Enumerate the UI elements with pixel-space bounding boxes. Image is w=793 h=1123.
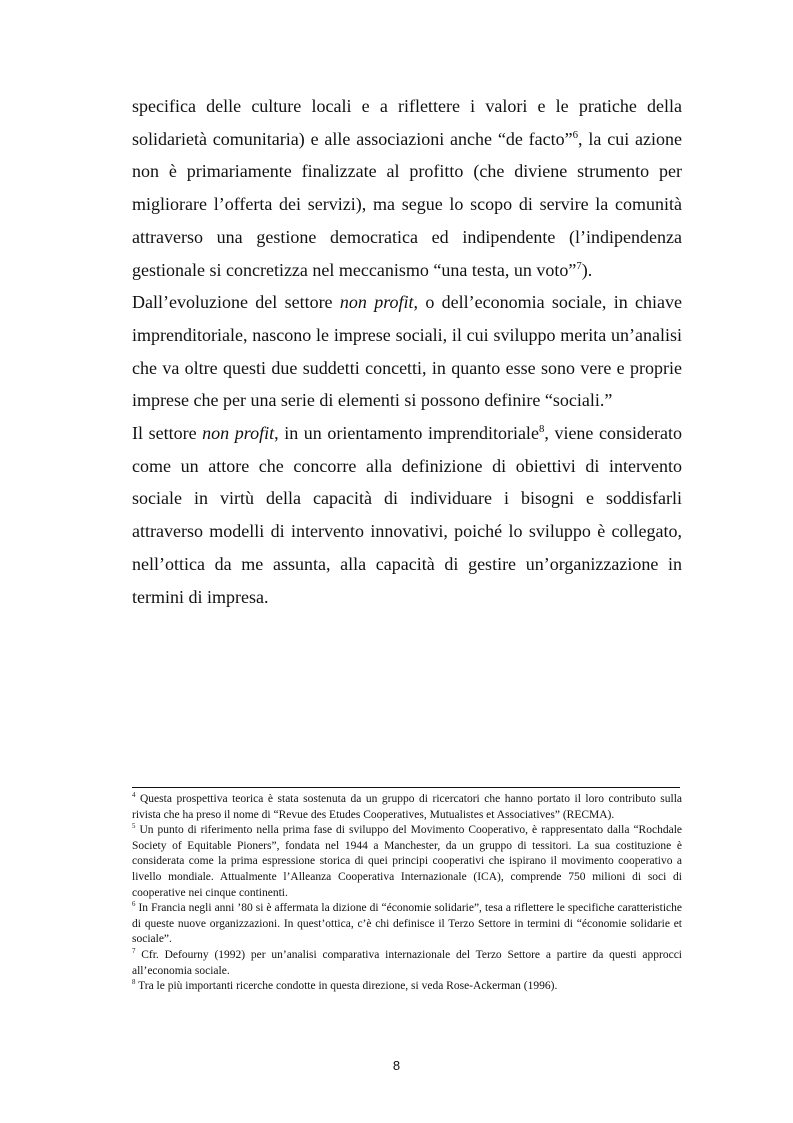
paragraph-text: ). [581,259,593,280]
paragraph-text: , viene considerato come un attore che concorre alla definizione di obiettivi di intervento sociale in virtù della capacità di individuare i bisogni e soddisfarli attraverso modelli di intervento innovativi, poiché lo sviluppo è collegato, nell’ottica da me assunta, alla capacità di gestire un’organizzazione in termini di impresa. [132,423,682,607]
italic-term: non profit [202,423,275,444]
footnote [132,979,682,995]
paragraph-text: , la cui azione non è primariamente finalizzate al profitto (che diviene strumento per migliorare l’offerta dei servizi), ma segue lo scopo di servire la comunità attraverso una gestione democratica ed indipendente (l’indipendenza gestionale si concretizza nel meccanismo “una testa, un voto” [132,128,683,280]
paragraph-text: , in un orientamento imprenditoriale [274,423,539,444]
footnote-text: Questa prospettiva teorica è stata sostenuta da un gruppo di ricercatori che hanno portato il loro contributo sulla rivista che ha preso il nome di “Revue des Etudes Cooperatives, Mutualistes et Associatives” (RECMA). [132,793,682,821]
page-number: 8 [392,1058,401,1073]
footnotes [132,792,682,995]
footnote-text: Un punto di riferimento nella prima fase di sviluppo del Movimento Cooperativo, è rappresentato dalla “Rochdale Society of Equitable Pioners”, fondata nel 1944 a Manchester, da un gruppo di tessitori. La sua costituzione è considerata come la prima espressione storica di quei principi cooperativi che ispirano il movimento cooperativo a livello mondiale. Attualmente l’Alleanza Cooperativa Internazionale (ICA), comprende 750 milioni di soci di cooperative nei cinque continenti. [132,824,682,899]
paragraph-text: , o dell’economia sociale, in chiave imprenditoriale, nascono le imprese sociali, il cui sviluppo merita un’analisi che va oltre questi due suddetti concetti, in quanto esse sono vere e proprie imprese che per una serie di elementi si possono definire “sociali.” [132,292,682,411]
footnote-ref: 8 [538,423,545,436]
body-paragraph [132,90,682,286]
footnote-ref: 6 [572,128,579,141]
footnote-number: 5 [132,823,136,831]
footnote-text: In Francia negli anni ’80 si è affermata la dizione di “économie solidarie”, tesa a riflettere le specifiche caratteristiche di queste nuove organizzazioni. In quest’ottica, c’è chi definisce il Terzo Settore in termini di “économie solidarie et sociale”. [132,902,682,946]
footnote [132,901,682,948]
italic-term: non profit [339,292,414,313]
footnote-ref: 7 [576,259,582,272]
footnote-number: 7 [132,948,136,956]
paragraph-text: specifica delle culture locali e a riflettere i valori e le pratiche della solidarietà comunitaria) e alle associazioni anche “de facto” [132,96,682,149]
paragraph-text: Dall’evoluzione del settore [132,292,340,313]
footnote-text: Tra le più importanti ricerche condotte in questa direzione, si veda Rose-Ackerman (1996). [135,980,558,993]
footnote [132,823,682,901]
body-paragraph [132,417,682,613]
footnote [132,792,682,823]
footnote-text: Cfr. Defourny (1992) per un’analisi comparativa internazionale del Terzo Settore a partire da questi approcci all’economia sociale. [132,948,682,977]
footnote-number: 8 [132,979,136,987]
paragraph-text: Il settore [132,423,203,444]
footnote [132,948,682,979]
body-text [132,90,682,613]
footnote-number: 4 [132,792,136,800]
footnote-separator [132,787,680,788]
footnote-number: 6 [132,901,136,909]
body-paragraph [132,286,682,417]
